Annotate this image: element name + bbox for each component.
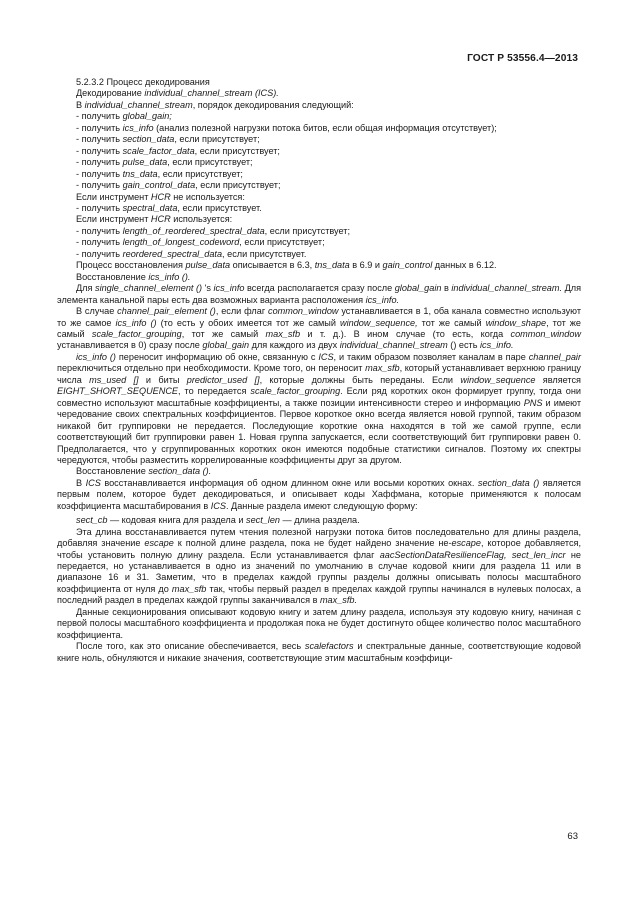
paragraph: В ICS восстанавливается информация об одном длинном окне или восьми коротких окнах. section_data () является первым полем, которое будет декодироваться, и описывает коды Хаффмана, которые применяются к полосам коэффициента масштабирования в ICS. Данные раздела имеют следующую форму: bbox=[57, 477, 581, 511]
list-item: - получить length_of_longest_codeword, если присутствует; bbox=[76, 237, 325, 248]
text-line: В individual_channel_stream, порядок декодирования следующий: bbox=[76, 99, 354, 110]
paragraph: После того, как это описание обеспечивается, весь scalefactors и спектральные данные, соответствующие кодовой книге ноль, обнуляются и никакие значения, соответствующие этим масштабным коэффици- bbox=[57, 641, 581, 663]
paragraph: Для single_channel_element () 's ics_info всегда располагается сразу после global_gain в individual_channel_stream. Для элемента канальной пары есть два возможных варианта расположения ics_info. bbox=[57, 283, 582, 305]
list-item: - получить scale_factor_data, если присутствует; bbox=[76, 145, 280, 156]
section-heading: 5.2.3.2 Процесс декодирования bbox=[76, 77, 210, 87]
list-item: - получить gain_control_data, если присутствует; bbox=[76, 180, 281, 191]
text-line: Восстановление ics_info (). bbox=[76, 271, 191, 282]
paragraph: sect_cb — кодовая книга для раздела и sect_len — длина раздела. bbox=[76, 515, 360, 526]
paragraph: ics_info () переносит информацию об окне, связанную с ICS, и таким образом позволяет каналам в паре channel_pair переключиться отдельно при необходимости. Кроме того, он переносит max_sfb, который устанавливает верхнюю границу числа ms_used [] и биты predictor_used [], которые должны быть переданы. Если window_sequence является EIGHT_SHORT_SEQUENCE, то передается scale_factor_grouping. Если ряд коротких окон формирует группу, тогда они совместно используют масштабные коэффициенты, а также позиции интенсивности стерео и информацию PNS и имеют чередование своих спектральных коэффициентов. Первое короткое окно всегда является новой группой, таким образом никакой бит группировки не передается. Последующие короткие окна находятся в той же самой группе, если соответствующий бит группировки равен 1. Новая группа запускается, если соответствующий бит группировки равен 0. Предполагается, что у сгруппированных коротких окон имеются подобные статистики сигналов. Поэтому их спектры чередуются, чтобы разместить коррелированные коэффициенты друг за другом. bbox=[57, 351, 582, 465]
paragraph: Данные секционирования описывают кодовую книгу и затем длину раздела, используя эту кодовую книгу, начиная с первой полосы масштабного коэффициента и продолжая пока не будет достигнуто общее количество полос масштабного коэффициента. bbox=[57, 606, 581, 640]
list-item: - получить section_data, если присутствует; bbox=[76, 134, 260, 145]
paragraph: Эта длина восстанавливается путем чтения полезной нагрузки потока битов последовательно для длины раздела, добавляя значение escape к полной длине раздела, пока не будет найдено значение не-escape, которое добавляется, чтобы установить полную длину раздела. Если устанавливается флаг aacSectionDataResilienceFlag, sect_len_incr не передается, но устанавливается в одно из значений по умолчанию в случае кодовой книги для раздела 11 или в диапазоне 16 и 31. Заметим, что в пределах каждой группы разделы должны описывать полосы масштабного коэффициента от нуля до max_sfb так, чтобы первый раздел в пределах каждой группы начинался в нулевых полосах, а последний раздел в пределах каждой группы заканчивался в max_sfb. bbox=[57, 526, 582, 606]
paragraph: Восстановление section_data (). bbox=[76, 466, 212, 477]
list-item: - получить tns_data, если присутствует; bbox=[76, 168, 243, 179]
list-item: - получить length_of_reordered_spectral_data, если присутствует; bbox=[76, 225, 350, 236]
list-item: - получить spectral_data, если присутствует. bbox=[76, 202, 262, 213]
text-line: Если инструмент HCR используется: bbox=[76, 214, 233, 225]
standard-header: ГОСТ Р 53556.4—2013 bbox=[467, 53, 578, 64]
list-item: - получить pulse_data, если присутствует; bbox=[76, 157, 253, 168]
page-number: 63 bbox=[567, 831, 578, 842]
text-line: Если инструмент HCR не используется: bbox=[76, 191, 245, 202]
text-line: Процесс восстановления pulse_data описывается в 6.3, tns_data в 6.9 и gain_control данных в 6.12. bbox=[76, 260, 497, 271]
text-line: Декодирование individual_channel_stream (ICS). bbox=[76, 88, 279, 99]
list-item: - получить ics_info (анализ полезной нагрузки потока битов, если общая информация отсутствует); bbox=[76, 122, 497, 133]
list-item: - получить global_gain; bbox=[76, 111, 172, 122]
list-item: - получить reordered_spectral_data, если присутствует. bbox=[76, 248, 307, 259]
document-body bbox=[57, 77, 581, 664]
paragraph: В случае channel_pair_element (), если флаг common_window устанавливается в 1, оба канала совместно используют то же самое ics_info () (то есть у обоих имеется тот же самый window_sequence, тот же самый window_shape, тот же самый scale_factor_grouping, тот же самый max_sfb и т. д.). В ином случае (то есть, когда common_window устанавливается в 0) сразу после global_gain для каждого из двух individual_channel_stream () есть ics_info. bbox=[57, 306, 582, 351]
